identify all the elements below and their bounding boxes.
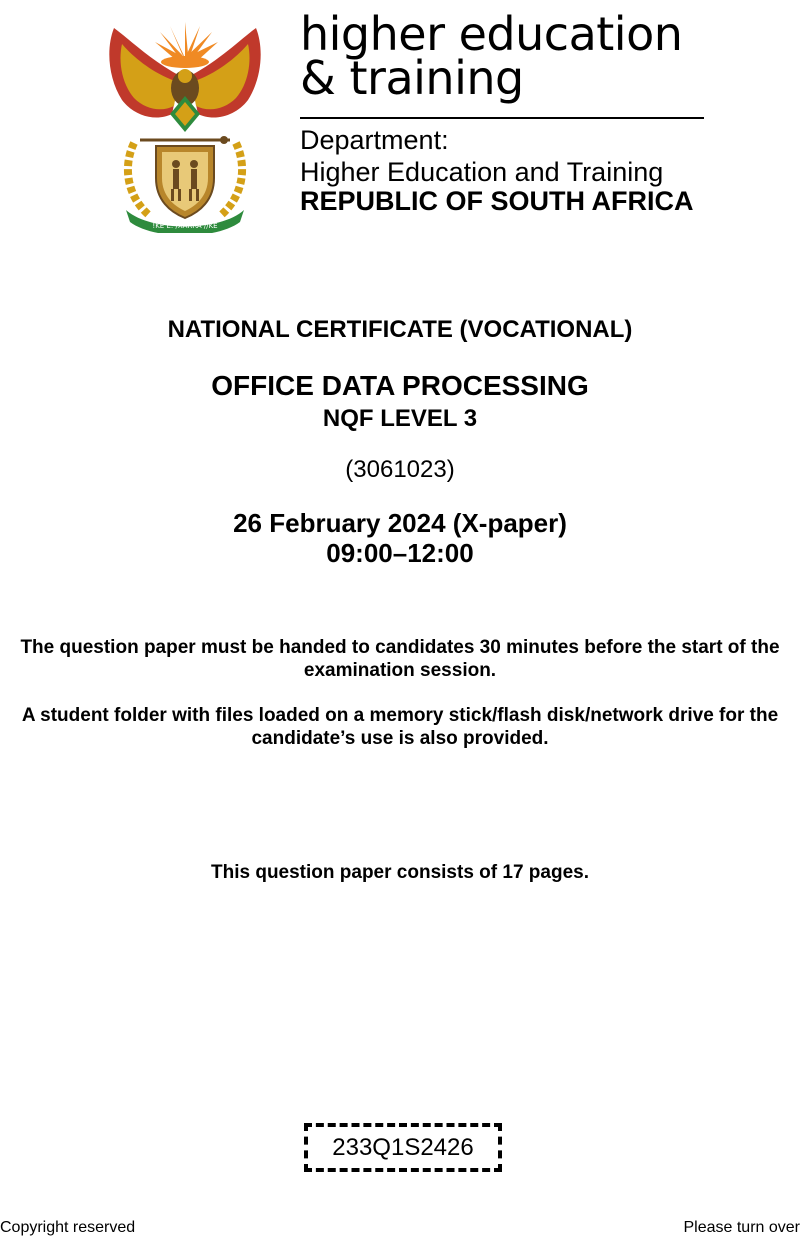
department-wordmark xyxy=(300,7,683,105)
coat-of-arms-logo xyxy=(100,18,270,233)
page-count-note: This question paper consists of 17 pages. xyxy=(211,862,589,883)
header-divider xyxy=(300,117,704,119)
crest-motto-text: !KE E: /XARRA //KE xyxy=(152,222,218,230)
student-folder-instruction: A student folder with files loaded on a memory stick/flash disk/network drive for the candidate’s use is also provided. xyxy=(21,705,779,749)
paper-code: 233Q1S2426 xyxy=(332,1133,474,1161)
subject-title: OFFICE DATA PROCESSING xyxy=(211,370,589,401)
subject-code: (3061023) xyxy=(345,456,455,483)
nqf-level: NQF LEVEL 3 xyxy=(322,405,478,432)
certificate-title: NATIONAL CERTIFICATE (VOCATIONAL) xyxy=(167,316,633,343)
sun-rays-icon xyxy=(155,22,218,62)
paper-code-box xyxy=(304,1123,502,1172)
exam-date: 26 February 2024 (X-paper) xyxy=(233,508,567,538)
wordmark-line-1: higher education xyxy=(300,7,683,61)
footer-copyright: Copyright reserved xyxy=(0,1219,136,1236)
department-label: Department: xyxy=(300,125,449,155)
exam-time: 09:00–12:00 xyxy=(326,538,474,568)
wordmark-line-2: & training xyxy=(300,51,524,105)
footer-turn-over: Please turn over xyxy=(683,1219,800,1236)
country-name: REPUBLIC OF SOUTH AFRICA xyxy=(300,186,694,216)
department-name: Higher Education and Training xyxy=(300,157,664,187)
handout-instruction: The question paper must be handed to candidates 30 minutes before the start of the examination session. xyxy=(20,637,780,681)
